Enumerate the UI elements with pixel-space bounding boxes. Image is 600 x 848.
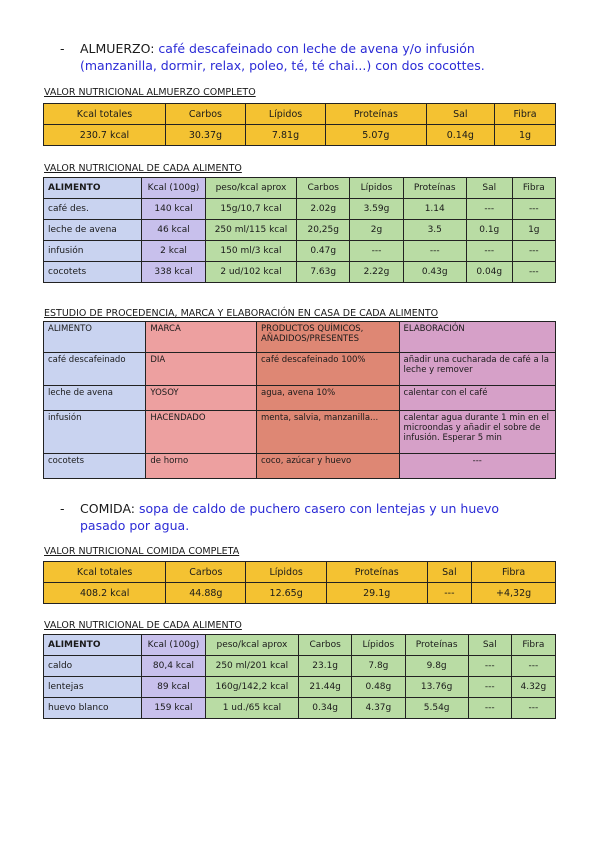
totals-header-cell: Sal xyxy=(427,562,472,583)
food-cell: 89 kcal xyxy=(142,677,206,698)
food-cell: 1 ud./65 kcal xyxy=(205,698,298,719)
food-cell: --- xyxy=(512,262,555,283)
food-cell: --- xyxy=(468,677,511,698)
comida-totals-title: VALOR NUTRICIONAL COMIDA COMPLETA xyxy=(44,546,240,557)
totals-header-cell: Proteínas xyxy=(326,104,426,125)
food-cell: 0.34g xyxy=(299,698,352,719)
food-cell: 5.54g xyxy=(405,698,468,719)
food-cell: 23.1g xyxy=(299,656,352,677)
totals-value-cell: 408.2 kcal xyxy=(44,583,166,604)
foods-header-cell: peso/kcal aprox xyxy=(205,178,296,199)
food-cell: 2.02g xyxy=(297,199,350,220)
foods-header-cell: Fibra xyxy=(512,178,555,199)
table-row xyxy=(44,454,556,479)
origin-header-cell: PRODUCTOS QUÍMICOS, AÑADIDOS/PRESENTES xyxy=(256,322,399,353)
totals-value-cell: 44.88g xyxy=(166,583,246,604)
table-row xyxy=(44,241,556,262)
totals-header-cell: Carbos xyxy=(166,562,246,583)
food-cell: 2.22g xyxy=(350,262,403,283)
foods-header-cell: ALIMENTO xyxy=(44,635,142,656)
meal-label: COMIDA: xyxy=(80,501,135,516)
food-cell: 46 kcal xyxy=(142,220,206,241)
table-row xyxy=(44,353,556,386)
origin-cell: DIA xyxy=(146,353,257,386)
origin-cell: coco, azúcar y huevo xyxy=(256,454,399,479)
food-cell: 1g xyxy=(512,220,555,241)
food-cell: --- xyxy=(466,199,512,220)
origin-cell: YOSOY xyxy=(146,386,257,411)
origin-cell: HACENDADO xyxy=(146,411,257,454)
food-cell: 20,25g xyxy=(297,220,350,241)
food-cell: 338 kcal xyxy=(142,262,206,283)
origin-cell: infusión xyxy=(44,411,146,454)
food-cell: cocotets xyxy=(44,262,142,283)
totals-header-cell: Carbos xyxy=(165,104,245,125)
totals-header-cell: Lípidos xyxy=(245,104,325,125)
food-cell: 0.1g xyxy=(466,220,512,241)
comida-foods-table xyxy=(43,634,556,719)
totals-value-cell: +4,32g xyxy=(472,583,556,604)
totals-header-row xyxy=(44,104,556,125)
totals-value-cell: 7.81g xyxy=(245,125,325,146)
origin-cell: --- xyxy=(399,454,555,479)
totals-header-cell: Proteínas xyxy=(326,562,427,583)
food-cell: infusión xyxy=(44,241,142,262)
origin-cell: añadir una cucharada de café a la leche y remover xyxy=(399,353,555,386)
food-cell: --- xyxy=(511,656,555,677)
almuerzo-foods-table xyxy=(43,177,556,283)
foods-header-cell: Carbos xyxy=(299,635,352,656)
totals-value-cell: 12.65g xyxy=(246,583,326,604)
food-cell: huevo blanco xyxy=(44,698,142,719)
origin-cell: calentar agua durante 1 min en el microondas y añadir el sobre de infusión. Esperar 5 min xyxy=(399,411,555,454)
food-cell: 4.32g xyxy=(511,677,555,698)
origin-cell: de horno xyxy=(146,454,257,479)
foods-header-cell: Lípidos xyxy=(350,178,403,199)
meal-description: sopa de caldo de puchero casero con lentejas y un huevo pasado por agua. xyxy=(80,501,500,533)
origin-cell: agua, avena 10% xyxy=(256,386,399,411)
food-cell: 13.76g xyxy=(405,677,468,698)
origin-table xyxy=(43,321,556,479)
table-row xyxy=(44,262,556,283)
origin-cell: menta, salvia, manzanilla... xyxy=(256,411,399,454)
food-cell: --- xyxy=(468,656,511,677)
origin-title: ESTUDIO DE PROCEDENCIA, MARCA Y ELABORACIÓN EN CASA DE CADA ALIMENTO xyxy=(44,308,439,319)
bullet-dash: - xyxy=(60,501,65,516)
food-cell: 159 kcal xyxy=(142,698,206,719)
table-row xyxy=(44,677,556,698)
food-cell: 7.63g xyxy=(297,262,350,283)
food-cell: --- xyxy=(468,698,511,719)
foods-header-cell: ALIMENTO xyxy=(44,178,142,199)
origin-header-cell: ELABORACIÓN xyxy=(399,322,555,353)
foods-header-cell: Fibra xyxy=(511,635,555,656)
totals-value-cell: --- xyxy=(427,583,472,604)
foods-header-cell: Sal xyxy=(468,635,511,656)
table-row xyxy=(44,656,556,677)
food-cell: 80,4 kcal xyxy=(142,656,206,677)
food-cell: 4.37g xyxy=(352,698,405,719)
meal-label: ALMUERZO: xyxy=(80,41,155,56)
food-cell: --- xyxy=(403,241,466,262)
totals-header-cell: Lípidos xyxy=(246,562,326,583)
origin-header-row xyxy=(44,322,556,353)
food-cell: --- xyxy=(512,199,555,220)
foods-header-cell: Carbos xyxy=(297,178,350,199)
food-cell: lentejas xyxy=(44,677,142,698)
totals-value-cell: 30.37g xyxy=(165,125,245,146)
totals-header-cell: Kcal totales xyxy=(44,104,166,125)
foods-header-cell: Kcal (100g) xyxy=(142,635,206,656)
food-cell: 3.59g xyxy=(350,199,403,220)
origin-header-cell: ALIMENTO xyxy=(44,322,146,353)
food-cell: --- xyxy=(512,241,555,262)
almuerzo-foods-title: VALOR NUTRICIONAL DE CADA ALIMENTO xyxy=(44,163,242,174)
table-row xyxy=(44,411,556,454)
food-cell: 2 kcal xyxy=(142,241,206,262)
origin-header-cell: MARCA xyxy=(146,322,257,353)
origin-cell: café descafeinado 100% xyxy=(256,353,399,386)
meal-description: café descafeinado con leche de avena y/o infusión (manzanilla, dormir, relax, poleo, té, té chai...) con dos cocottes. xyxy=(80,41,485,73)
totals-value-cell: 29.1g xyxy=(326,583,427,604)
totals-value-cell: 5.07g xyxy=(326,125,426,146)
foods-header-cell: Proteínas xyxy=(405,635,468,656)
food-cell: 150 ml/3 kcal xyxy=(205,241,296,262)
food-cell: 0.47g xyxy=(297,241,350,262)
food-cell: 2g xyxy=(350,220,403,241)
almuerzo-heading xyxy=(60,40,530,74)
food-cell: 3.5 xyxy=(403,220,466,241)
comida-heading xyxy=(60,500,530,534)
food-cell: 2 ud/102 kcal xyxy=(205,262,296,283)
table-row xyxy=(44,199,556,220)
origin-cell: café descafeinado xyxy=(44,353,146,386)
food-cell: caldo xyxy=(44,656,142,677)
food-cell: --- xyxy=(511,698,555,719)
food-cell: 15g/10,7 kcal xyxy=(205,199,296,220)
origin-cell: calentar con el café xyxy=(399,386,555,411)
almuerzo-totals-title: VALOR NUTRICIONAL ALMUERZO COMPLETO xyxy=(44,87,256,98)
food-cell: leche de avena xyxy=(44,220,142,241)
totals-value-cell: 1g xyxy=(495,125,556,146)
totals-header-row xyxy=(44,562,556,583)
totals-header-cell: Fibra xyxy=(472,562,556,583)
foods-header-row xyxy=(44,635,556,656)
foods-header-row xyxy=(44,178,556,199)
totals-header-cell: Sal xyxy=(426,104,494,125)
food-cell: 7.8g xyxy=(352,656,405,677)
comida-foods-title: VALOR NUTRICIONAL DE CADA ALIMENTO xyxy=(44,620,242,631)
food-cell: 0.43g xyxy=(403,262,466,283)
totals-value-cell: 0.14g xyxy=(426,125,494,146)
food-cell: 160g/142,2 kcal xyxy=(205,677,298,698)
table-row xyxy=(44,698,556,719)
food-cell: 140 kcal xyxy=(142,199,206,220)
bullet-dash: - xyxy=(60,41,65,56)
totals-value-cell: 230.7 kcal xyxy=(44,125,166,146)
origin-cell: leche de avena xyxy=(44,386,146,411)
foods-header-cell: Sal xyxy=(466,178,512,199)
food-cell: 250 ml/115 kcal xyxy=(205,220,296,241)
foods-header-cell: Kcal (100g) xyxy=(142,178,206,199)
foods-header-cell: peso/kcal aprox xyxy=(205,635,298,656)
food-cell: café des. xyxy=(44,199,142,220)
food-cell: 250 ml/201 kcal xyxy=(205,656,298,677)
food-cell: 9.8g xyxy=(405,656,468,677)
food-cell: 21.44g xyxy=(299,677,352,698)
comida-totals-table xyxy=(43,561,556,604)
origin-cell: cocotets xyxy=(44,454,146,479)
food-cell: --- xyxy=(466,241,512,262)
totals-header-cell: Kcal totales xyxy=(44,562,166,583)
food-cell: 1.14 xyxy=(403,199,466,220)
foods-header-cell: Proteínas xyxy=(403,178,466,199)
totals-header-cell: Fibra xyxy=(495,104,556,125)
totals-values-row xyxy=(44,125,556,146)
table-row xyxy=(44,220,556,241)
table-row xyxy=(44,386,556,411)
food-cell: 0.48g xyxy=(352,677,405,698)
food-cell: --- xyxy=(350,241,403,262)
totals-values-row xyxy=(44,583,556,604)
almuerzo-totals-table xyxy=(43,103,556,146)
foods-header-cell: Lípidos xyxy=(352,635,405,656)
food-cell: 0.04g xyxy=(466,262,512,283)
